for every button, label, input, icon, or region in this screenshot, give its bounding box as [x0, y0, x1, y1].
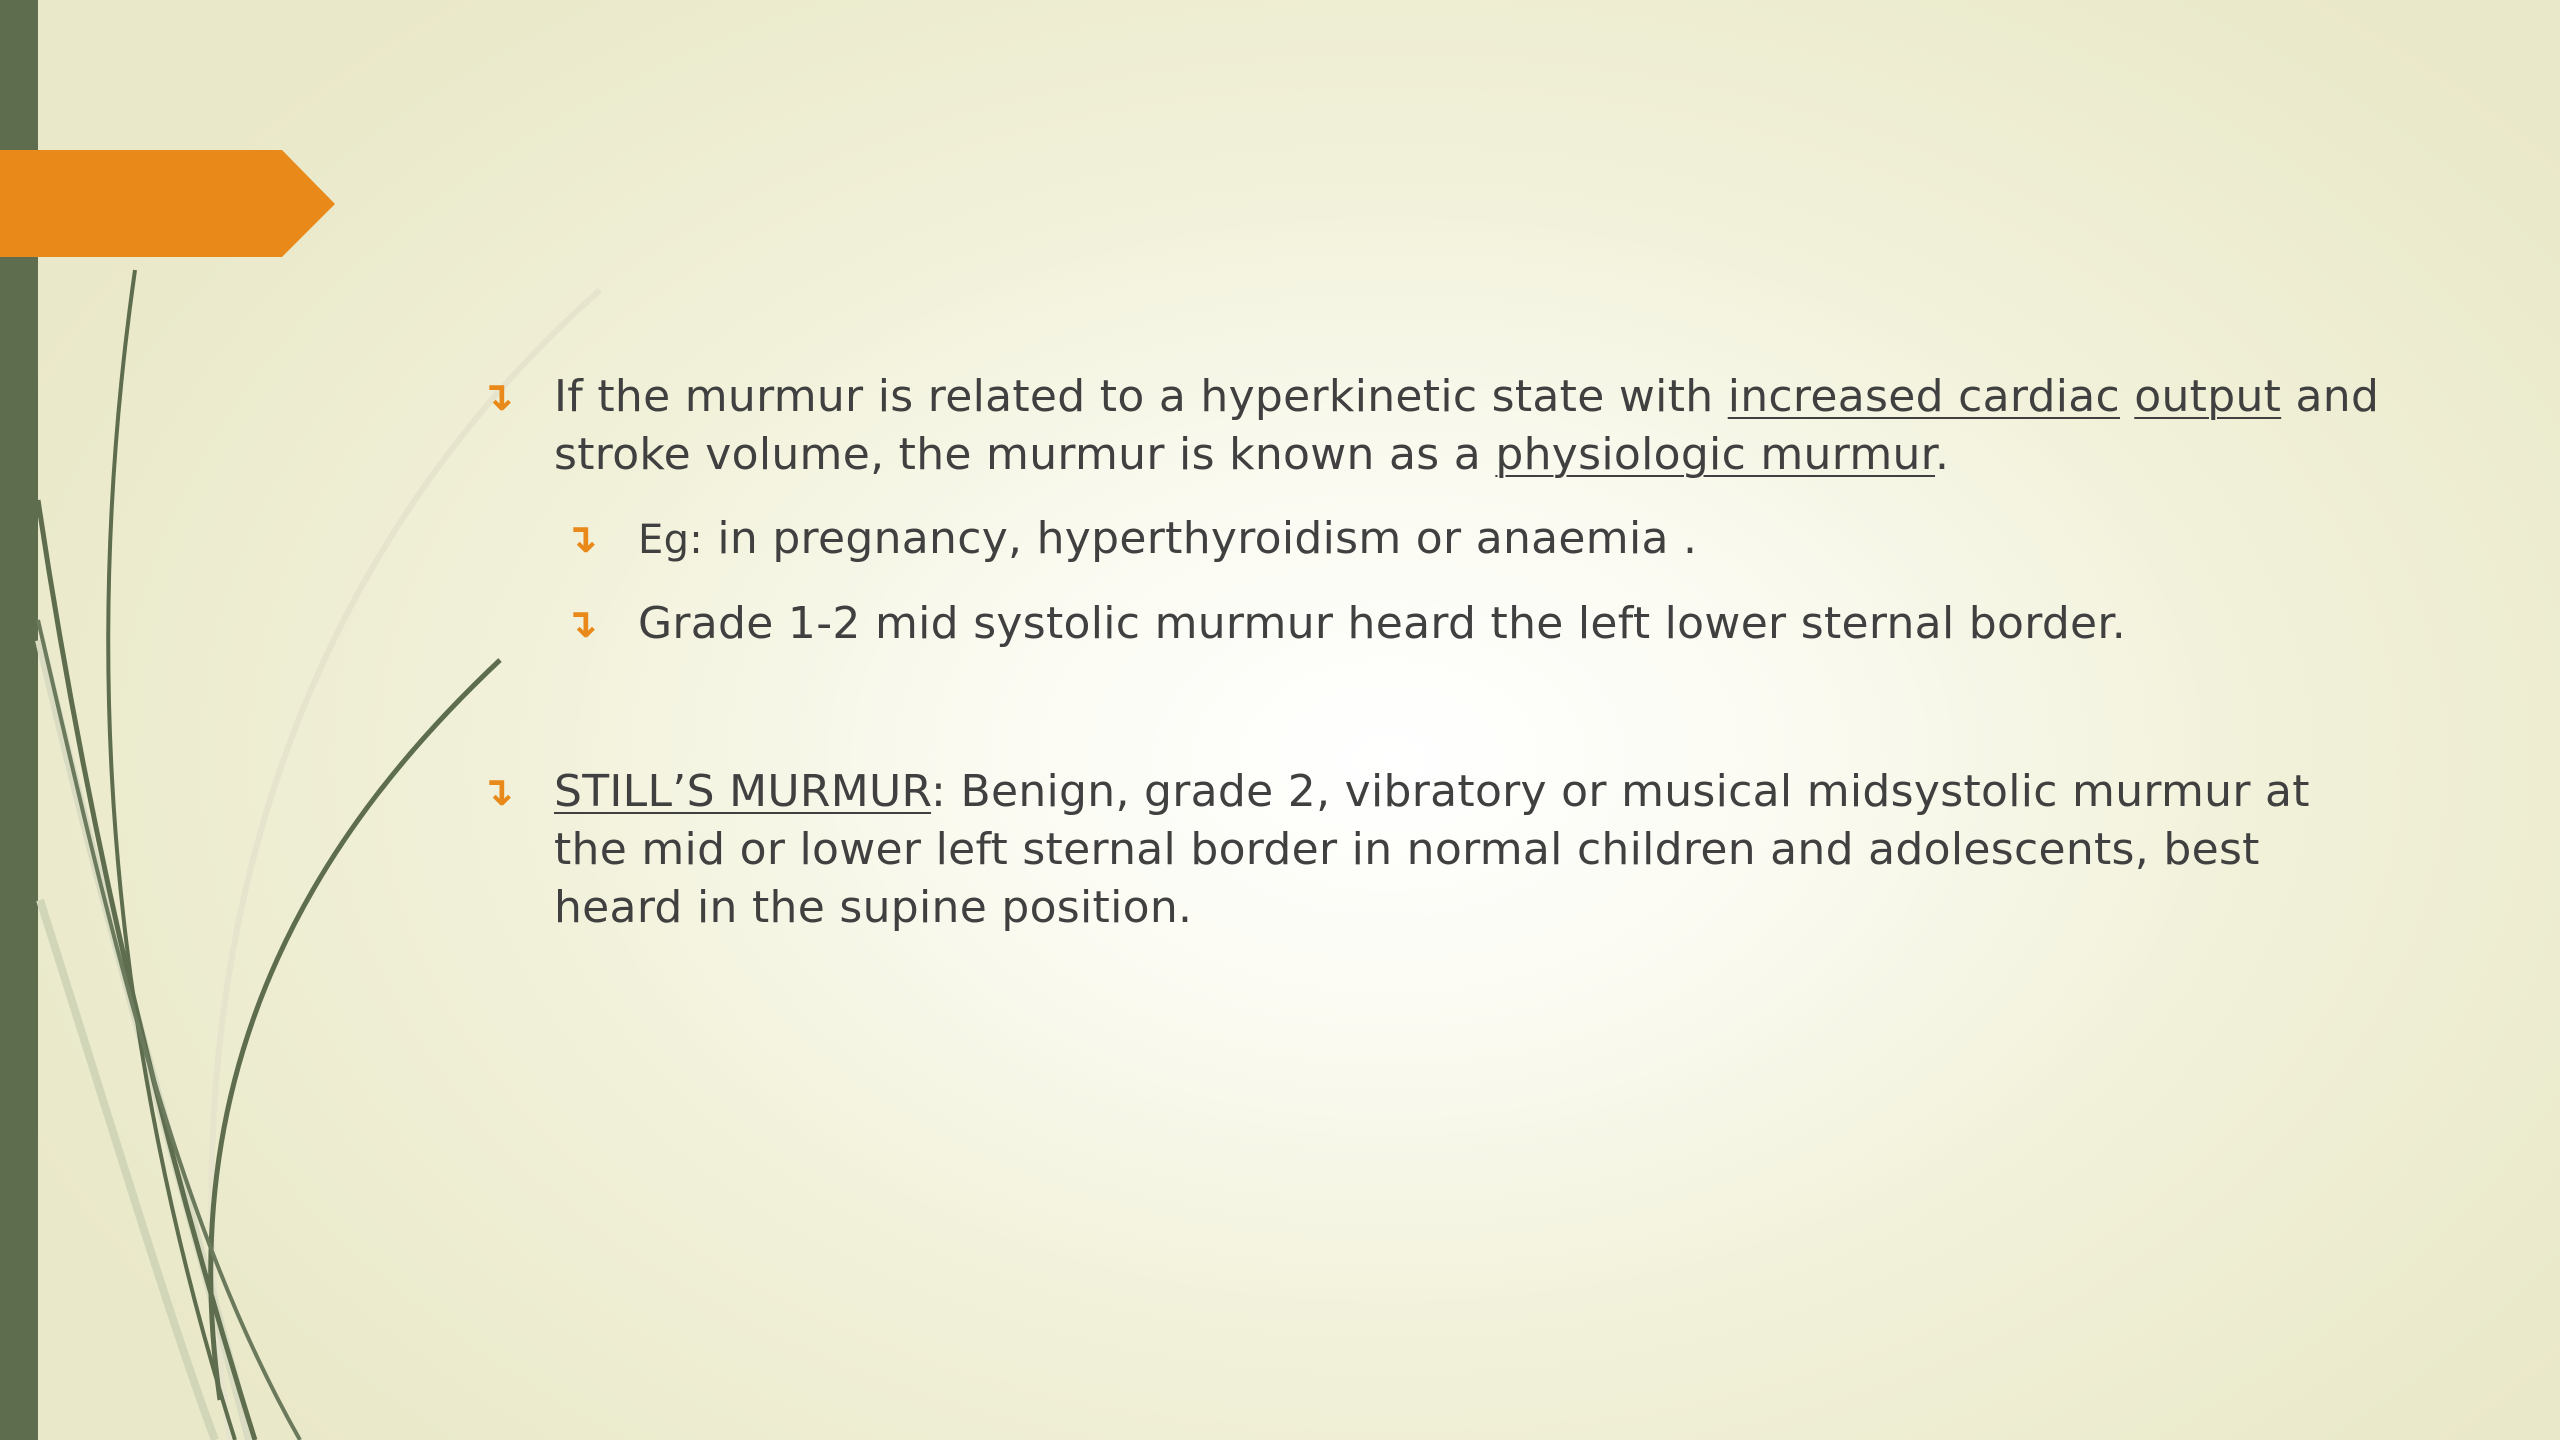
- curved-arrow-down-icon: ↴: [480, 374, 514, 420]
- underlined-term-physiologic-murmur: physiologic murmur: [1495, 429, 1936, 480]
- underlined-term-increased-cardiac: increased cardiac: [1727, 371, 2120, 422]
- green-curve-3: [211, 660, 500, 1400]
- bullet-text: If the murmur is related to a hyperkinetic state with: [554, 371, 1728, 422]
- green-curve-1: [38, 500, 255, 1440]
- faint-curve-3: [40, 900, 215, 1440]
- bullet-text: : Benign, grade 2, vibratory or musical midsystolic murmur at the mid or lower left sternal border in normal children and adolescents, best heard in the supine position.: [554, 766, 2310, 933]
- left-accent-bar: [0, 0, 38, 1440]
- bullet-text: and stroke volume, the murmur is known as a: [554, 371, 2380, 480]
- bullet-text: .: [1935, 429, 1950, 480]
- bullet-text: in pregnancy, hyperthyroidism or anaemia .: [703, 513, 1698, 564]
- bullet-text: [2120, 371, 2134, 422]
- eg-label: Eg:: [638, 517, 704, 563]
- bullet-text: Grade 1-2 mid systolic murmur heard the left lower sternal border.: [638, 598, 2127, 649]
- underlined-term-output: output: [2134, 371, 2282, 422]
- slide-content: [480, 368, 2380, 937]
- orange-arrow-tab: [0, 150, 335, 257]
- faint-curve-2: [40, 640, 250, 1440]
- green-curve-2: [108, 270, 235, 1440]
- sub-bullet-examples: [564, 510, 2380, 569]
- curved-arrow-down-icon: ↴: [480, 769, 514, 815]
- sub-bullet-grade: [564, 595, 2380, 653]
- curved-arrow-down-icon: ↴: [564, 516, 598, 562]
- green-curve-4: [38, 620, 300, 1440]
- underlined-term-stills-murmur: STILL’S MURMUR: [554, 766, 932, 817]
- bullet-physiologic-murmur: [480, 368, 2380, 484]
- bullet-stills-murmur: [480, 763, 2380, 937]
- curved-arrow-down-icon: ↴: [564, 601, 598, 647]
